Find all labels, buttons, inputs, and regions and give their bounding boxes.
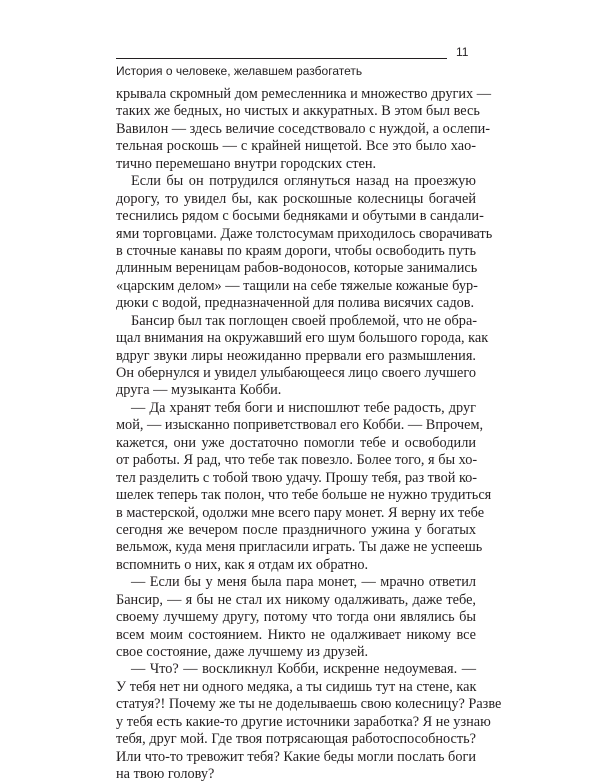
text-line: статуя?! Почему же ты не доделываешь свою колесницу? Разве	[116, 696, 502, 713]
body-text	[116, 86, 502, 784]
text-line: У тебя нет ни одного медяка, а ты сидишь тут на стене, как	[116, 678, 477, 695]
text-line: кажется, они уже достаточно помогли тебе и освободили	[116, 434, 476, 451]
text-line: ями торговцами. Даже толстосумам приходилось сворачивать	[116, 225, 493, 242]
text-line: Бансир был так поглощен своей проблемой, что не обра-	[131, 312, 478, 329]
paragraph	[116, 173, 493, 313]
text-line: Бансир, — я бы не стал их никому одалживать, даже тебе,	[116, 591, 476, 608]
text-line: Вавилон — здесь величие соседствовало с нуждой, а ослепи-	[116, 120, 491, 137]
text-line: — Что? — воскликнул Кобби, искренне недоумевая. —	[131, 661, 476, 678]
text-line: у тебя есть какие-то другие источники заработка? Я не узнаю	[116, 713, 491, 730]
text-line: шелек теперь так полон, что тебе больше не нужно трудиться	[116, 487, 492, 504]
paragraph	[116, 574, 476, 661]
text-line: друга — музыканта Кобби.	[116, 382, 282, 399]
paragraph	[116, 86, 492, 173]
text-line: — Да хранят тебя боги и ниспошлют тебе радость, друг	[131, 399, 476, 416]
text-line: тельная роскошь — с крайней нищетой. Все это было хао-	[116, 138, 476, 155]
text-line: от работы. Я рад, что тебе так повезло. Более того, я бы хо-	[116, 452, 478, 469]
text-line: всем моим состоянием. Никто не одалживает никому все	[116, 626, 476, 643]
text-line: «царским делом» — тащили на себе тяжелые кожаные бур-	[116, 277, 478, 294]
text-line: на твою голову?	[116, 766, 215, 783]
text-line: вспомнить о них, как я отдам их обратно.	[116, 556, 369, 573]
text-line: тел разделить с тобой твою удачу. Прошу тебя, раз твой ко-	[116, 469, 478, 486]
text-line: дюки с водой, предназначенной для полива висячих садов.	[116, 295, 475, 312]
text-line: свое состояние, даже лучшему из друзей.	[116, 644, 369, 660]
text-line: мой, — изысканно поприветствовал его Кобби. — Впрочем,	[116, 417, 484, 434]
text-line: своему лучшему другу, потому что тогда они являлись бы	[116, 609, 476, 626]
text-line: теснились рядом с босыми бедняками и обутыми в сандали-	[116, 208, 484, 225]
text-line: тично перемешано внутри городских стен.	[116, 155, 377, 172]
header-rule	[116, 58, 447, 59]
paragraph	[116, 661, 502, 783]
text-line: крывала скромный дом ремесленника и множество других —	[116, 86, 492, 102]
text-line: вельмож, куда меня пригласили играть. Ты даже не успеешь	[116, 539, 483, 556]
text-line: длинным вереницам рабов-водоносов, которые занимались	[116, 260, 478, 277]
text-line: Если бы он потрудился оглянуться назад на проезжую	[131, 173, 476, 190]
text-line: щал внимания на окружавший его шум большого города, как	[116, 330, 489, 347]
text-line: Он обернулся и увидел улыбающееся лицо своего лучшего	[116, 365, 476, 381]
text-line: в сточные канавы по краям дороги, чтобы освободить путь	[116, 242, 476, 259]
paragraph	[116, 399, 492, 574]
running-title: История о человеке, желавшем разбогатеть	[116, 64, 363, 78]
text-line: сегодня же вечером после праздничного ужина у богатых	[116, 521, 476, 538]
text-line: таких же бедных, но чистых и аккуратных. В этом был весь	[116, 103, 480, 120]
text-line: в мастерской, одолжи мне всего пару монет. Я верну их тебе	[116, 504, 485, 521]
text-line: вдруг звуки лиры неожиданно прервали его размышления.	[116, 347, 476, 364]
text-line: дорогу, то увидел бы, как роскошные колесницы богачей	[116, 190, 476, 207]
paragraph	[116, 312, 489, 400]
text-line: тебя, друг мой. Где твоя потрясающая работоспособность?	[116, 731, 476, 748]
text-line: Или что-то тревожит тебя? Какие беды могли послать боги	[116, 748, 476, 765]
text-line: — Если бы у меня была пара монет, — мрачно ответил	[131, 574, 476, 591]
page-number: 11	[456, 45, 469, 59]
